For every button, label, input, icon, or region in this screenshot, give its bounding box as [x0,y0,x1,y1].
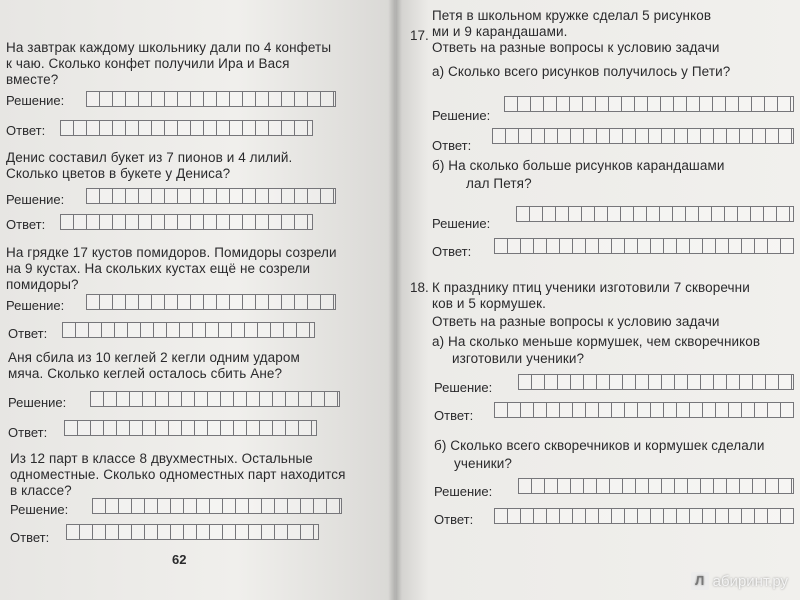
problem-3-line-3: помидоры? [6,277,79,292]
solution-label: Решение: [8,395,67,410]
solution-grid[interactable] [518,478,794,494]
solution-grid[interactable] [90,391,340,407]
problem-18-number: 18. [410,280,429,295]
problem-18a-question-line-2: изготовили ученики? [452,351,585,366]
answer-label: Ответ: [432,244,472,259]
problem-3-line-1: На грядке 17 кустов помидоров. Помидоры созрели [6,245,337,260]
problem-17-line-1: Петя в школьном кружке сделал 5 рисунков [432,8,712,23]
solution-grid[interactable] [86,188,336,204]
solution-grid[interactable] [518,374,794,390]
problem-17b-question-line-1: б) На сколько больше рисунков карандашами [432,158,725,173]
answer-grid[interactable] [494,402,794,418]
problem-18-line-3: Ответь на разные вопросы к условию задачи [432,314,720,329]
answer-label: Ответ: [6,217,46,232]
problem-4-line-2: мяча. Сколько кеглей осталось сбить Ане? [8,366,283,381]
problem-5-line-3: в классе? [10,483,72,498]
answer-grid[interactable] [60,120,313,136]
answer-grid[interactable] [494,508,794,524]
answer-label: Ответ: [432,138,472,153]
watermark-text: абиринт.ру [712,572,788,590]
problem-1-line-2: к чаю. Сколько конфет получили Ира и Вася [6,56,290,71]
problem-18b-question-line-2: ученики? [454,456,513,471]
answer-grid[interactable] [66,524,319,540]
problem-18a-question-line-1: а) На сколько меньше кормушек, чем скворечников [432,334,761,349]
problem-17-line-2: ми и 9 карандашами. [432,24,568,39]
problem-1-line-1: На завтрак каждому школьнику дали по 4 конфеты [6,40,332,55]
answer-grid[interactable] [60,214,313,230]
problem-17a-question: а) Сколько всего рисунков получилось у Пети? [432,64,731,79]
solution-label: Решение: [6,298,65,313]
solution-label: Решение: [434,484,493,499]
page-number: 62 [172,552,187,567]
answer-grid[interactable] [494,238,794,254]
problem-18-line-1: К празднику птиц ученики изготовили 7 скворечни [432,280,750,295]
answer-label: Ответ: [434,408,474,423]
problem-3-line-2: на 9 кустах. На скольких кустах ещё не созрели [6,261,311,276]
problem-17-number: 17. [410,28,429,43]
problem-18-line-2: ков и 5 кормушек. [432,296,546,311]
answer-label: Ответ: [10,530,50,545]
solution-grid[interactable] [86,91,336,107]
answer-label: Ответ: [8,326,48,341]
problem-4-line-1: Аня сбила из 10 кеглей 2 кегли одним ударом [8,350,300,365]
problem-2-line-1: Денис составил букет из 7 пионов и 4 лилий. [6,150,293,165]
watermark-logo [691,572,788,590]
solution-grid[interactable] [92,498,342,514]
problem-18b-question-line-1: б) Сколько всего скворечников и кормушек сделали [434,438,765,453]
problem-2-line-2: Сколько цветов в букете у Дениса? [6,166,231,181]
answer-grid[interactable] [64,420,317,436]
solution-label: Решение: [432,216,491,231]
solution-label: Решение: [432,108,491,123]
answer-grid[interactable] [492,128,794,144]
solution-label: Решение: [10,502,69,517]
solution-grid[interactable] [86,294,336,310]
solution-label: Решение: [434,380,493,395]
solution-grid[interactable] [504,96,794,112]
answer-label: Ответ: [6,123,46,138]
problem-17-line-3: Ответь на разные вопросы к условию задачи [432,40,720,55]
labirint-logo-icon: Л [691,572,709,590]
right-page [396,0,800,600]
solution-grid[interactable] [516,206,794,222]
problem-17b-question-line-2: лал Петя? [466,176,532,191]
problem-5-line-1: Из 12 парт в классе 8 двухместных. Остальные [10,451,313,466]
problem-5-line-2: одноместные. Сколько одноместных парт находится [10,467,346,482]
solution-label: Решение: [6,93,65,108]
answer-grid[interactable] [62,322,315,338]
book-gutter [388,0,402,600]
answer-label: Ответ: [434,512,474,527]
problem-1-line-3: вместе? [6,72,59,87]
solution-label: Решение: [6,192,65,207]
answer-label: Ответ: [8,425,48,440]
left-page [0,0,396,600]
